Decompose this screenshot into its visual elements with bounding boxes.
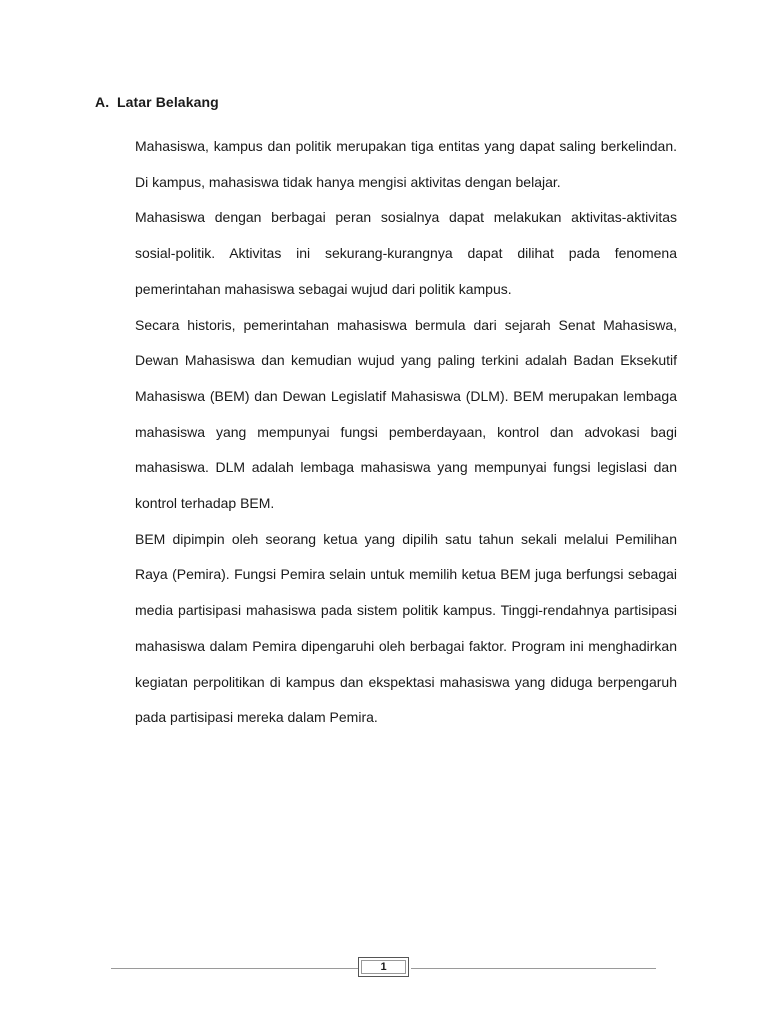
paragraph: BEM dipimpin oleh seorang ketua yang dipilih satu tahun sekali melalui Pemilihan Raya (Pemira). Fungsi Pemira selain untuk memilih ketua BEM juga berfungsi sebagai media partisipasi mahasiswa pada sistem politik kampus. Tinggi-rendahnya partisipasi mahasiswa dalam Pemira dipengaruhi oleh berbagai faktor. Program ini menghadirkan kegiatan perpolitikan di kampus dan ekspektasi mahasiswa yang diduga berpengaruh pada partisipasi mereka dalam Pemira. [135,530,677,726]
footer-rule-left [111,968,358,969]
footer-rule-right [411,968,656,969]
section-title: Latar Belakang [117,94,219,110]
paragraph: Mahasiswa, kampus dan politik merupakan tiga entitas yang dapat saling berkelindan. Di kampus, mahasiswa tidak hanya mengisi aktivitas dengan belajar. [135,138,677,190]
section-number: A. [95,94,110,110]
paragraph: Mahasiswa dengan berbagai peran sosialnya dapat melakukan aktivitas-aktivitas sosial-politik. Aktivitas ini sekurang-kurangnya dapat dilihat pada fenomena pemerintahan mahasiswa sebagai wujud dari politik kampus. [135,209,677,297]
page-number: 1 [380,961,387,973]
body-text [135,129,677,736]
page-number-box [358,957,409,977]
paragraph: Secara historis, pemerintahan mahasiswa bermula dari sejarah Senat Mahasiswa, Dewan Mahasiswa dan kemudian wujud yang paling terkini adalah Badan Eksekutif Mahasiswa (BEM) dan Dewan Legislatif Mahasiswa (DLM). BEM merupakan lembaga mahasiswa yang mempunyai fungsi pemberdayaan, kontrol dan advokasi bagi mahasiswa. DLM adalah lembaga mahasiswa yang mempunyai fungsi legislasi dan kontrol terhadap BEM. [135,316,677,512]
section-heading [95,94,219,110]
